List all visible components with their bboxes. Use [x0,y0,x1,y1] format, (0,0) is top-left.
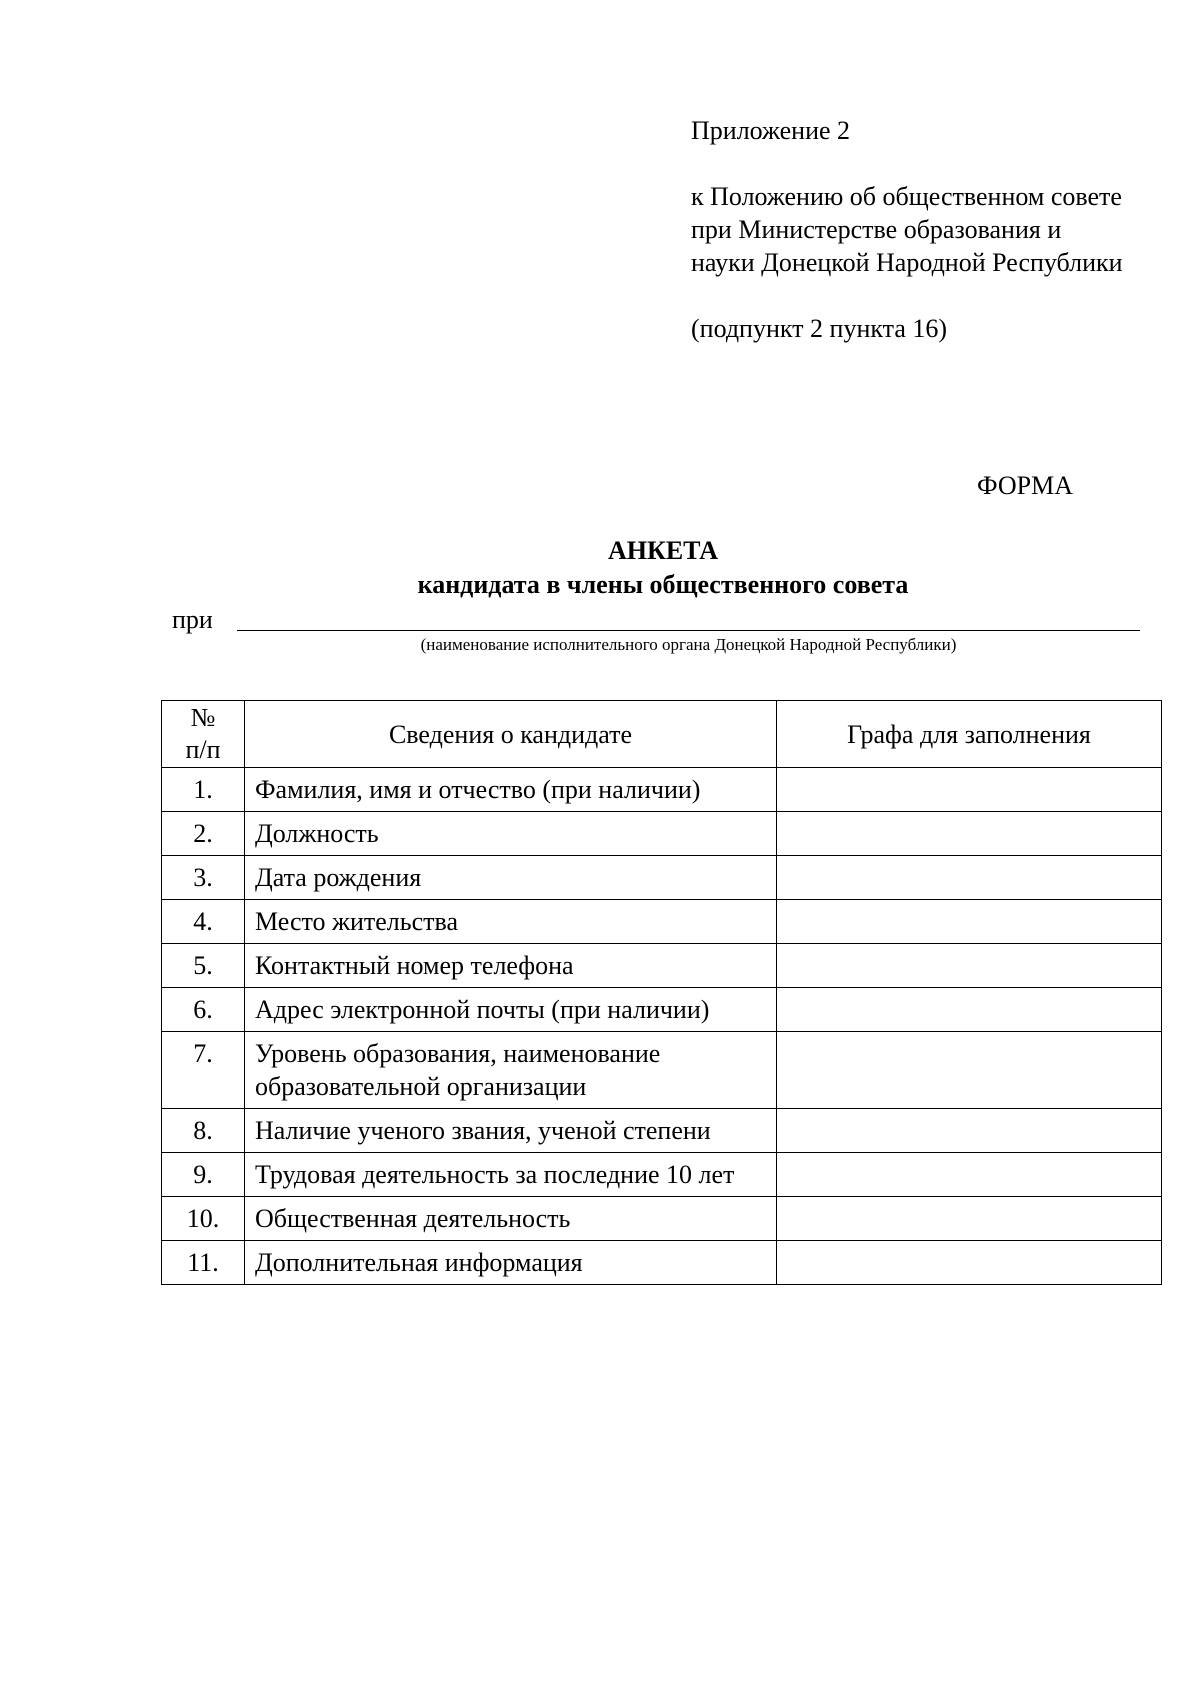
row-label: Контактный номер телефона [245,944,777,988]
appendix-title: Приложение 2 [691,116,851,145]
organ-name-field[interactable] [237,630,1140,631]
table-row [162,1241,1162,1285]
row-number: 4. [162,900,245,944]
form-subtitle: кандидата в члены общественного совета [417,570,909,599]
row-fill-cell[interactable] [777,988,1162,1032]
form-title: АНКЕТА [607,536,719,565]
row-label: Общественная деятельность [245,1197,777,1241]
row-label: Место жительства [245,900,777,944]
table-row [162,1109,1162,1153]
row-fill-cell[interactable] [777,1197,1162,1241]
row-label: Фамилия, имя и отчество (при наличии) [245,768,777,812]
row-fill-cell[interactable] [777,768,1162,812]
header-number-symbol: № [190,703,216,732]
row-label: Трудовая деятельность за последние 10 лет [245,1153,777,1197]
header-number [162,701,245,768]
row-label: Адрес электронной почты (при наличии) [245,988,777,1032]
table-row [162,768,1162,812]
row-number: 5. [162,944,245,988]
row-fill-cell[interactable] [777,944,1162,988]
row-number: 9. [162,1153,245,1197]
row-fill-cell[interactable] [777,812,1162,856]
row-number: 11. [162,1241,245,1285]
table-row [162,1197,1162,1241]
table-header-row [162,701,1162,768]
appendix-block [691,114,1171,345]
row-label: Дополнительная информация [245,1241,777,1285]
header-fill-column: Графа для заполнения [777,701,1162,768]
row-fill-cell[interactable] [777,1109,1162,1153]
row-number: 3. [162,856,245,900]
row-number: 2. [162,812,245,856]
table-row [162,1153,1162,1197]
table-row [162,944,1162,988]
row-fill-cell[interactable] [777,856,1162,900]
header-number-abbr: п/п [185,735,221,764]
appendix-subref: (подпункт 2 пункта 16) [691,314,948,343]
row-label: Должность [245,812,777,856]
table-row [162,1032,1162,1109]
header-candidate-info: Сведения о кандидате [245,701,777,768]
row-number: 1. [162,768,245,812]
candidate-form-table [161,700,1162,1285]
row-number: 6. [162,988,245,1032]
row-label: Дата рождения [245,856,777,900]
appendix-ref-line: при Министерстве образования и [691,215,1062,244]
row-number: 10. [162,1197,245,1241]
organ-name-caption: (наименование исполнительного органа Донецкой Народной Республики) [420,635,957,654]
appendix-ref-line: к Положению об общественном совете [691,182,1122,211]
row-number: 8. [162,1109,245,1153]
forma-label: ФОРМА [977,471,1073,500]
row-number: 7. [162,1032,245,1109]
table-row [162,988,1162,1032]
appendix-ref-line: науки Донецкой Народной Республики [691,248,1123,277]
row-label: Наличие ученого звания, ученой степени [245,1109,777,1153]
row-fill-cell[interactable] [777,900,1162,944]
table-row [162,900,1162,944]
table-row [162,856,1162,900]
row-fill-cell[interactable] [777,1032,1162,1109]
row-label: Уровень образования, наименование образовательной организации [245,1032,777,1109]
row-fill-cell[interactable] [777,1241,1162,1285]
table-row [162,812,1162,856]
row-fill-cell[interactable] [777,1153,1162,1197]
pri-label: при [172,605,213,634]
